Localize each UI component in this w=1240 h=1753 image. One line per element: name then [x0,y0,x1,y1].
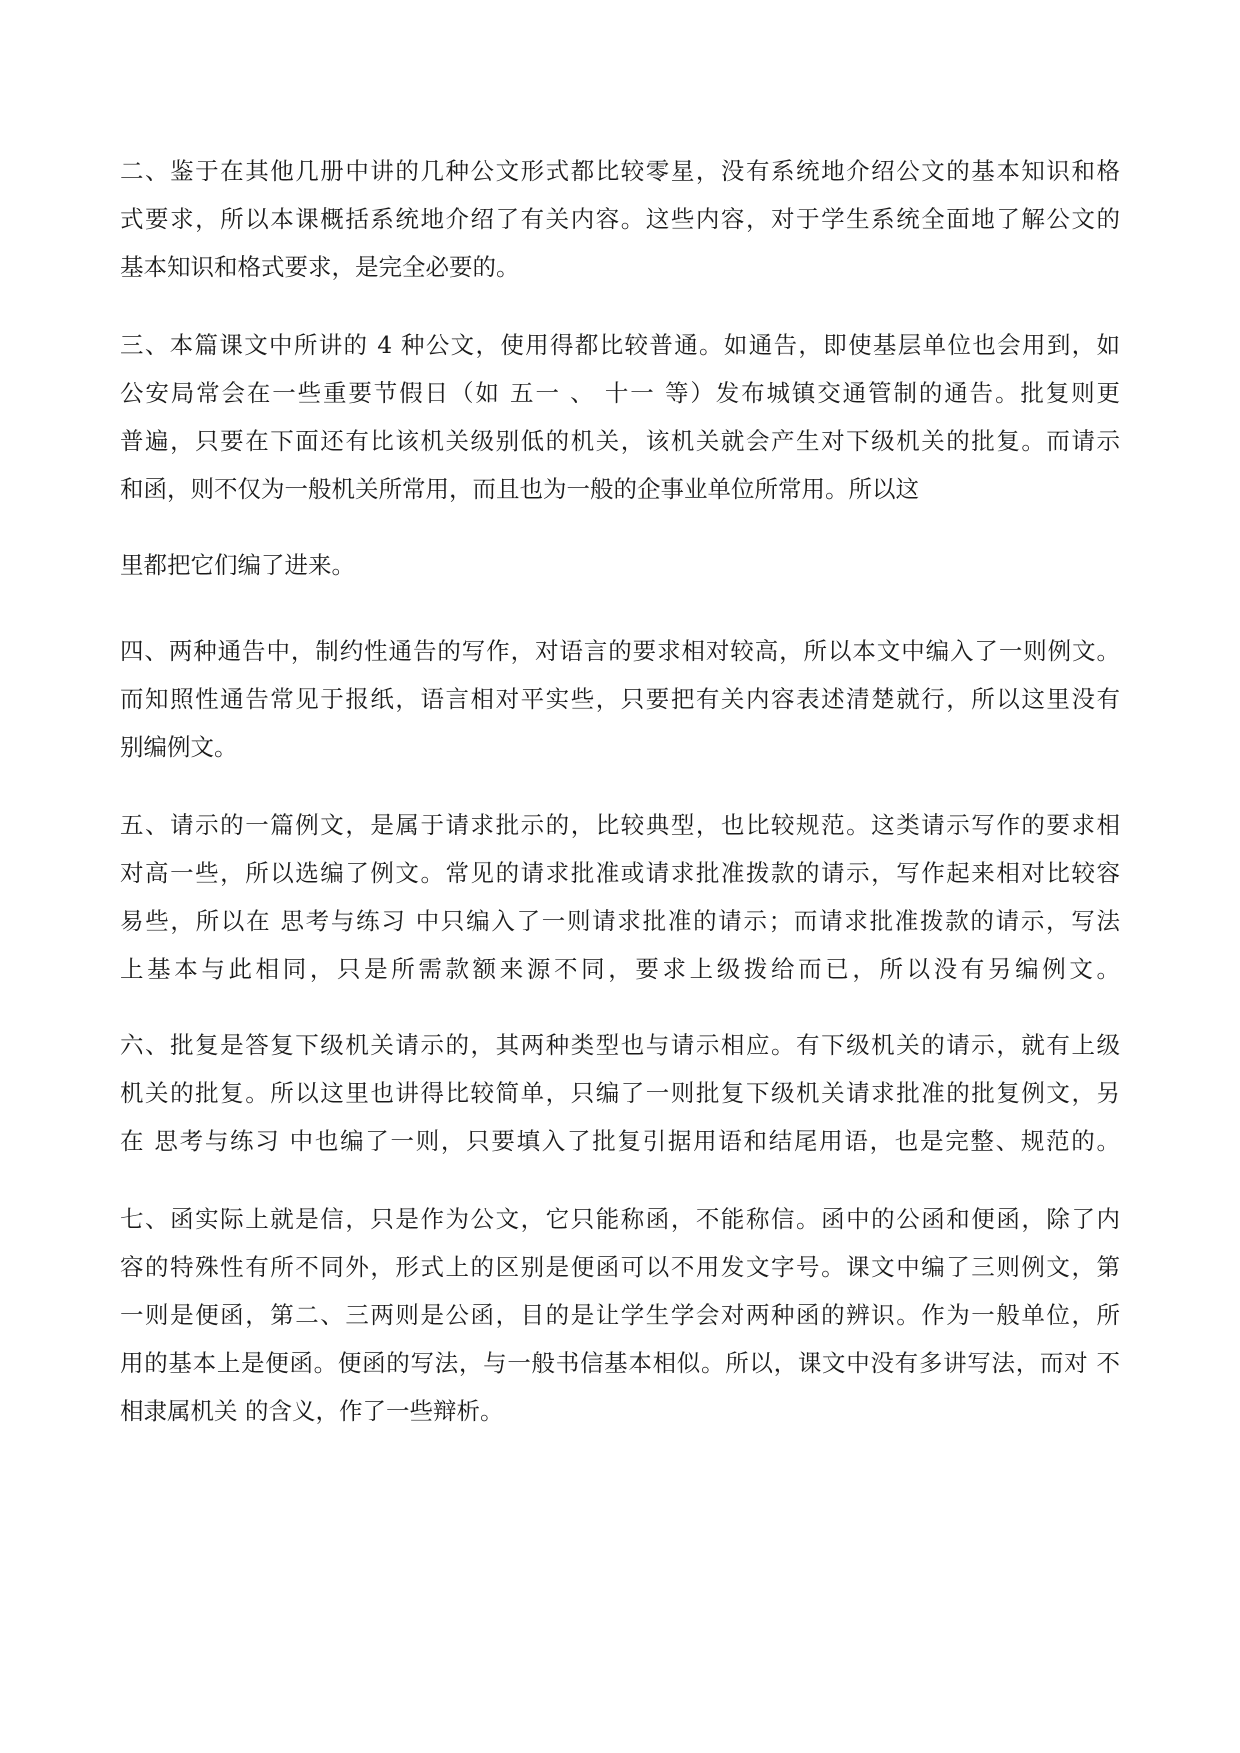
text-line: 公安局常会在一些重要节假日（如 五一 、 十一 等）发布城镇交通管制的通告。批复则更 [120,379,1120,407]
text-line: 和函，则不仅为一般机关所常用，而且也为一般的企事业单位所常用。所以这 [120,475,919,503]
paragraph-7 [120,1195,1120,1435]
paragraph-2 [120,147,1120,291]
text-line: 相隶属机关 的含义，作了一些辩析。 [120,1397,504,1425]
text-line: 别编例文。 [120,733,238,761]
text-line: 式要求，所以本课概括系统地介绍了有关内容。这些内容，对于学生系统全面地了解公文的 [120,205,1120,233]
paragraph-5 [120,801,1120,993]
text-line: 一则是便函，第二、三两则是公函，目的是让学生学会对两种函的辨识。作为一般单位，所 [120,1301,1120,1329]
text-line: 用的基本上是便函。便函的写法，与一般书信基本相似。所以，课文中没有多讲写法，而对 不 [120,1349,1120,1377]
paragraph-3-continued [120,541,1120,589]
paragraph-3 [120,321,1120,513]
text-line: 五、请示的一篇例文，是属于请求批示的，比较典型，也比较规范。这类请示写作的要求相 [120,811,1120,839]
text-line: 四、两种通告中，制约性通告的写作，对语言的要求相对较高，所以本文中编入了一则例文。 [120,637,1120,665]
text-line: 二、鉴于在其他几册中讲的几种公文形式都比较零星，没有系统地介绍公文的基本知识和格 [120,157,1120,185]
text-line: 基本知识和格式要求，是完全必要的。 [120,253,520,281]
text-line: 普遍，只要在下面还有比该机关级别低的机关，该机关就会产生对下级机关的批复。而请示 [120,427,1120,455]
text-line: 三、本篇课文中所讲的 4 种公文，使用得都比较普通。如通告，即使基层单位也会用到，如 [120,331,1120,359]
paragraph-6 [120,1021,1120,1165]
text-line: 七、函实际上就是信，只是作为公文，它只能称函，不能称信。函中的公函和便函，除了内 [120,1205,1120,1233]
text-line: 上基本与此相同，只是所需款额来源不同，要求上级拨给而已，所以没有另编例文。 [120,955,1120,983]
paragraph-4 [120,627,1120,771]
text-line: 容的特殊性有所不同外，形式上的区别是便函可以不用发文字号。课文中编了三则例文，第 [120,1253,1120,1281]
text-line: 在 思考与练习 中也编了一则，只要填入了批复引据用语和结尾用语，也是完整、规范的。 [120,1127,1120,1155]
text-line: 而知照性通告常见于报纸，语言相对平实些，只要把有关内容表述清楚就行，所以这里没有 [120,685,1120,713]
text-line: 易些，所以在 思考与练习 中只编入了一则请求批准的请示；而请求批准拨款的请示，写法 [120,907,1120,935]
text-line: 六、批复是答复下级机关请示的，其两种类型也与请示相应。有下级机关的请示，就有上级 [120,1031,1120,1059]
text-line: 对高一些，所以选编了例文。常见的请求批准或请求批准拨款的请示，写作起来相对比较容 [120,859,1120,887]
text-line: 机关的批复。所以这里也讲得比较简单，只编了一则批复下级机关请求批准的批复例文，另 [120,1079,1120,1107]
text-line: 里都把它们编了进来。 [120,551,355,579]
